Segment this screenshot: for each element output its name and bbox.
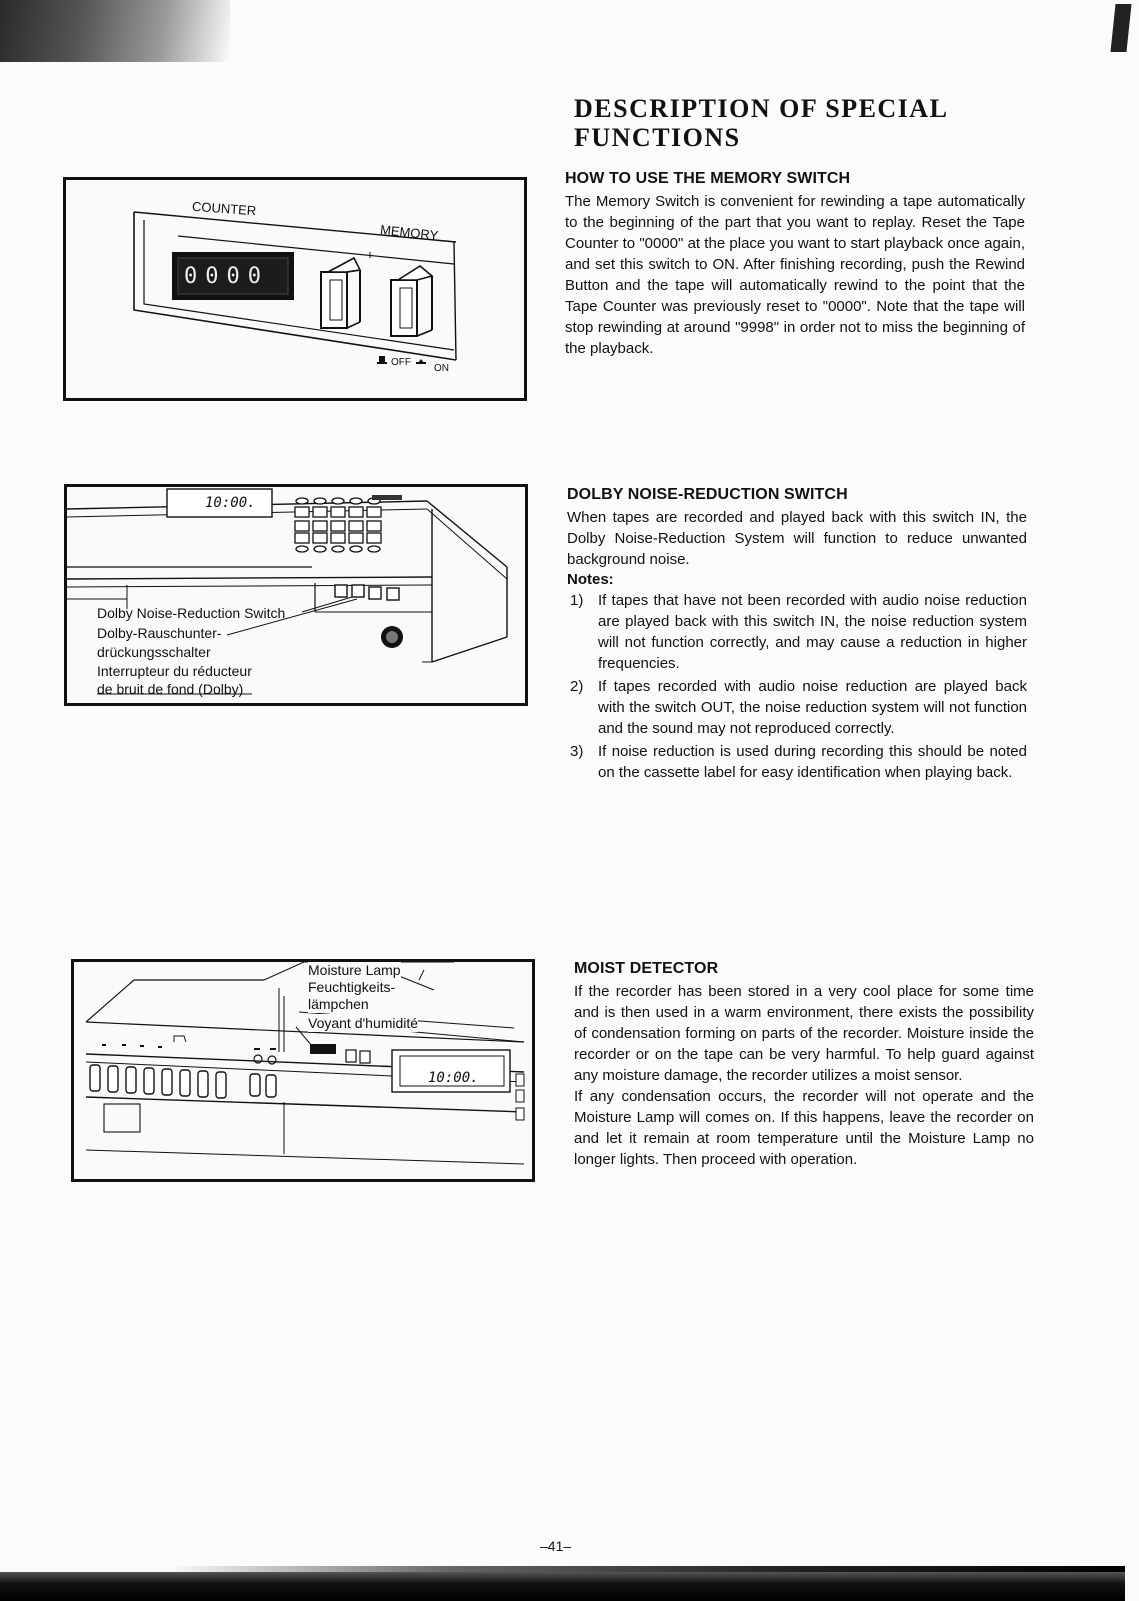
memory-label: MEMORY	[379, 221, 439, 244]
memory-switch-right	[391, 266, 432, 336]
page-title: DESCRIPTION OF SPECIAL FUNCTIONS	[574, 94, 947, 152]
dolby-note	[567, 590, 1027, 674]
moist-detector-figure	[71, 959, 535, 1182]
counter-value: 0000	[184, 264, 269, 289]
dolby-note-number: 3)	[570, 743, 584, 760]
memory-switch-figure	[63, 177, 527, 401]
moist-label-de-2: lämpchen	[308, 996, 369, 1012]
scan-shadow-top-left	[0, 0, 230, 62]
dolby-label-de-2: drückungsschalter	[97, 644, 211, 660]
page-number: –41–	[540, 1538, 572, 1554]
moist-content	[574, 981, 1034, 1170]
off-label: OFF	[391, 357, 411, 368]
dolby-label-fr-2: de bruit de fond (Dolby)	[97, 681, 244, 697]
moist-display-time: 10:00.	[428, 1070, 479, 1086]
dolby-display-time: 10:00.	[205, 495, 256, 511]
moist-label-de-1: Feuchtigkeits-	[308, 979, 396, 995]
moist-label-en: Moisture Lamp	[308, 962, 401, 978]
dolby-heading: DOLBY NOISE-REDUCTION SWITCH	[567, 486, 848, 503]
moisture-lamp	[310, 1044, 336, 1054]
dolby-note-text: If tapes recorded with audio noise reduction are played back with the switch OUT, the noise reduction system will not function and the sound may not reproduced correctly.	[598, 678, 1027, 737]
dolby-note-text: If tapes that have not been recorded with audio noise reduction are played back with this switch IN, the noise reduction system will not function correctly, and may cause a reduction in higher frequencies.	[598, 592, 1027, 672]
dolby-note	[567, 676, 1027, 739]
dolby-label-de-1: Dolby-Rauschunter-	[97, 625, 222, 641]
dolby-note-number: 2)	[570, 678, 584, 695]
dolby-note	[567, 741, 1027, 783]
on-label: ON	[434, 363, 449, 374]
dolby-label-fr-1: Interrupteur du réducteur	[97, 663, 252, 679]
scan-edge-bottom	[0, 1572, 1125, 1601]
dolby-text: When tapes are recorded and played back with this switch IN, the Dolby Noise-Reduction System will function to reduce unwanted background noise.	[567, 509, 1027, 568]
dolby-note-text: If noise reduction is used during recording this should be noted on the cassette label for easy identification when playing back.	[598, 743, 1027, 781]
dolby-label-en: Dolby Noise-Reduction Switch	[97, 605, 286, 621]
memory-switch-left	[321, 258, 360, 328]
moist-text-2: If any condensation occurs, the recorder will not operate and the Moisture Lamp will comes on. If this happens, leave the recorder on and let it remain at room temperature until the Moisture Lamp no longer lights. Then proceed with operation.	[574, 1088, 1034, 1168]
control-buttons	[295, 498, 381, 552]
memory-switch-illustration	[66, 180, 524, 398]
scan-mark-top-right	[1110, 4, 1131, 52]
dolby-switch-figure	[64, 484, 528, 706]
counter-label: COUNTER	[191, 198, 257, 219]
dolby-note-number: 1)	[570, 592, 584, 609]
dolby-switch-buttons	[335, 585, 399, 600]
moist-label-fr: Voyant d'humidité	[308, 1015, 419, 1031]
transport-keys	[90, 1065, 276, 1098]
moist-heading: MOIST DETECTOR	[574, 960, 719, 977]
memory-switch-text: The Memory Switch is convenient for rewinding a tape automatically to the beginning of the part that you want to replay. Reset the Tape Counter to "0000" at the place you want to start playback once again, and set this switch to ON. After finishing recording, push the Rewind Button and the tape will automatically rewind to the point that the Tape Counter was previously reset to "0000". Note that the tape will stop rewinding at around "9998" in order not to miss the beginning of the playback.	[565, 193, 1025, 357]
memory-switch-heading: HOW TO USE THE MEMORY SWITCH	[565, 170, 851, 187]
dolby-content	[567, 507, 1027, 785]
dolby-notes-label: Notes:	[567, 571, 614, 588]
moist-text-1: If the recorder has been stored in a very cool place for some time and is then used in a warm environment, there exists the possibility of condensation forming on parts of the recorder. Moisture inside the recorder or on the tape can be very harmful. To help guard against any moisture damage, the recorder utilizes a moist sensor.	[574, 983, 1034, 1084]
